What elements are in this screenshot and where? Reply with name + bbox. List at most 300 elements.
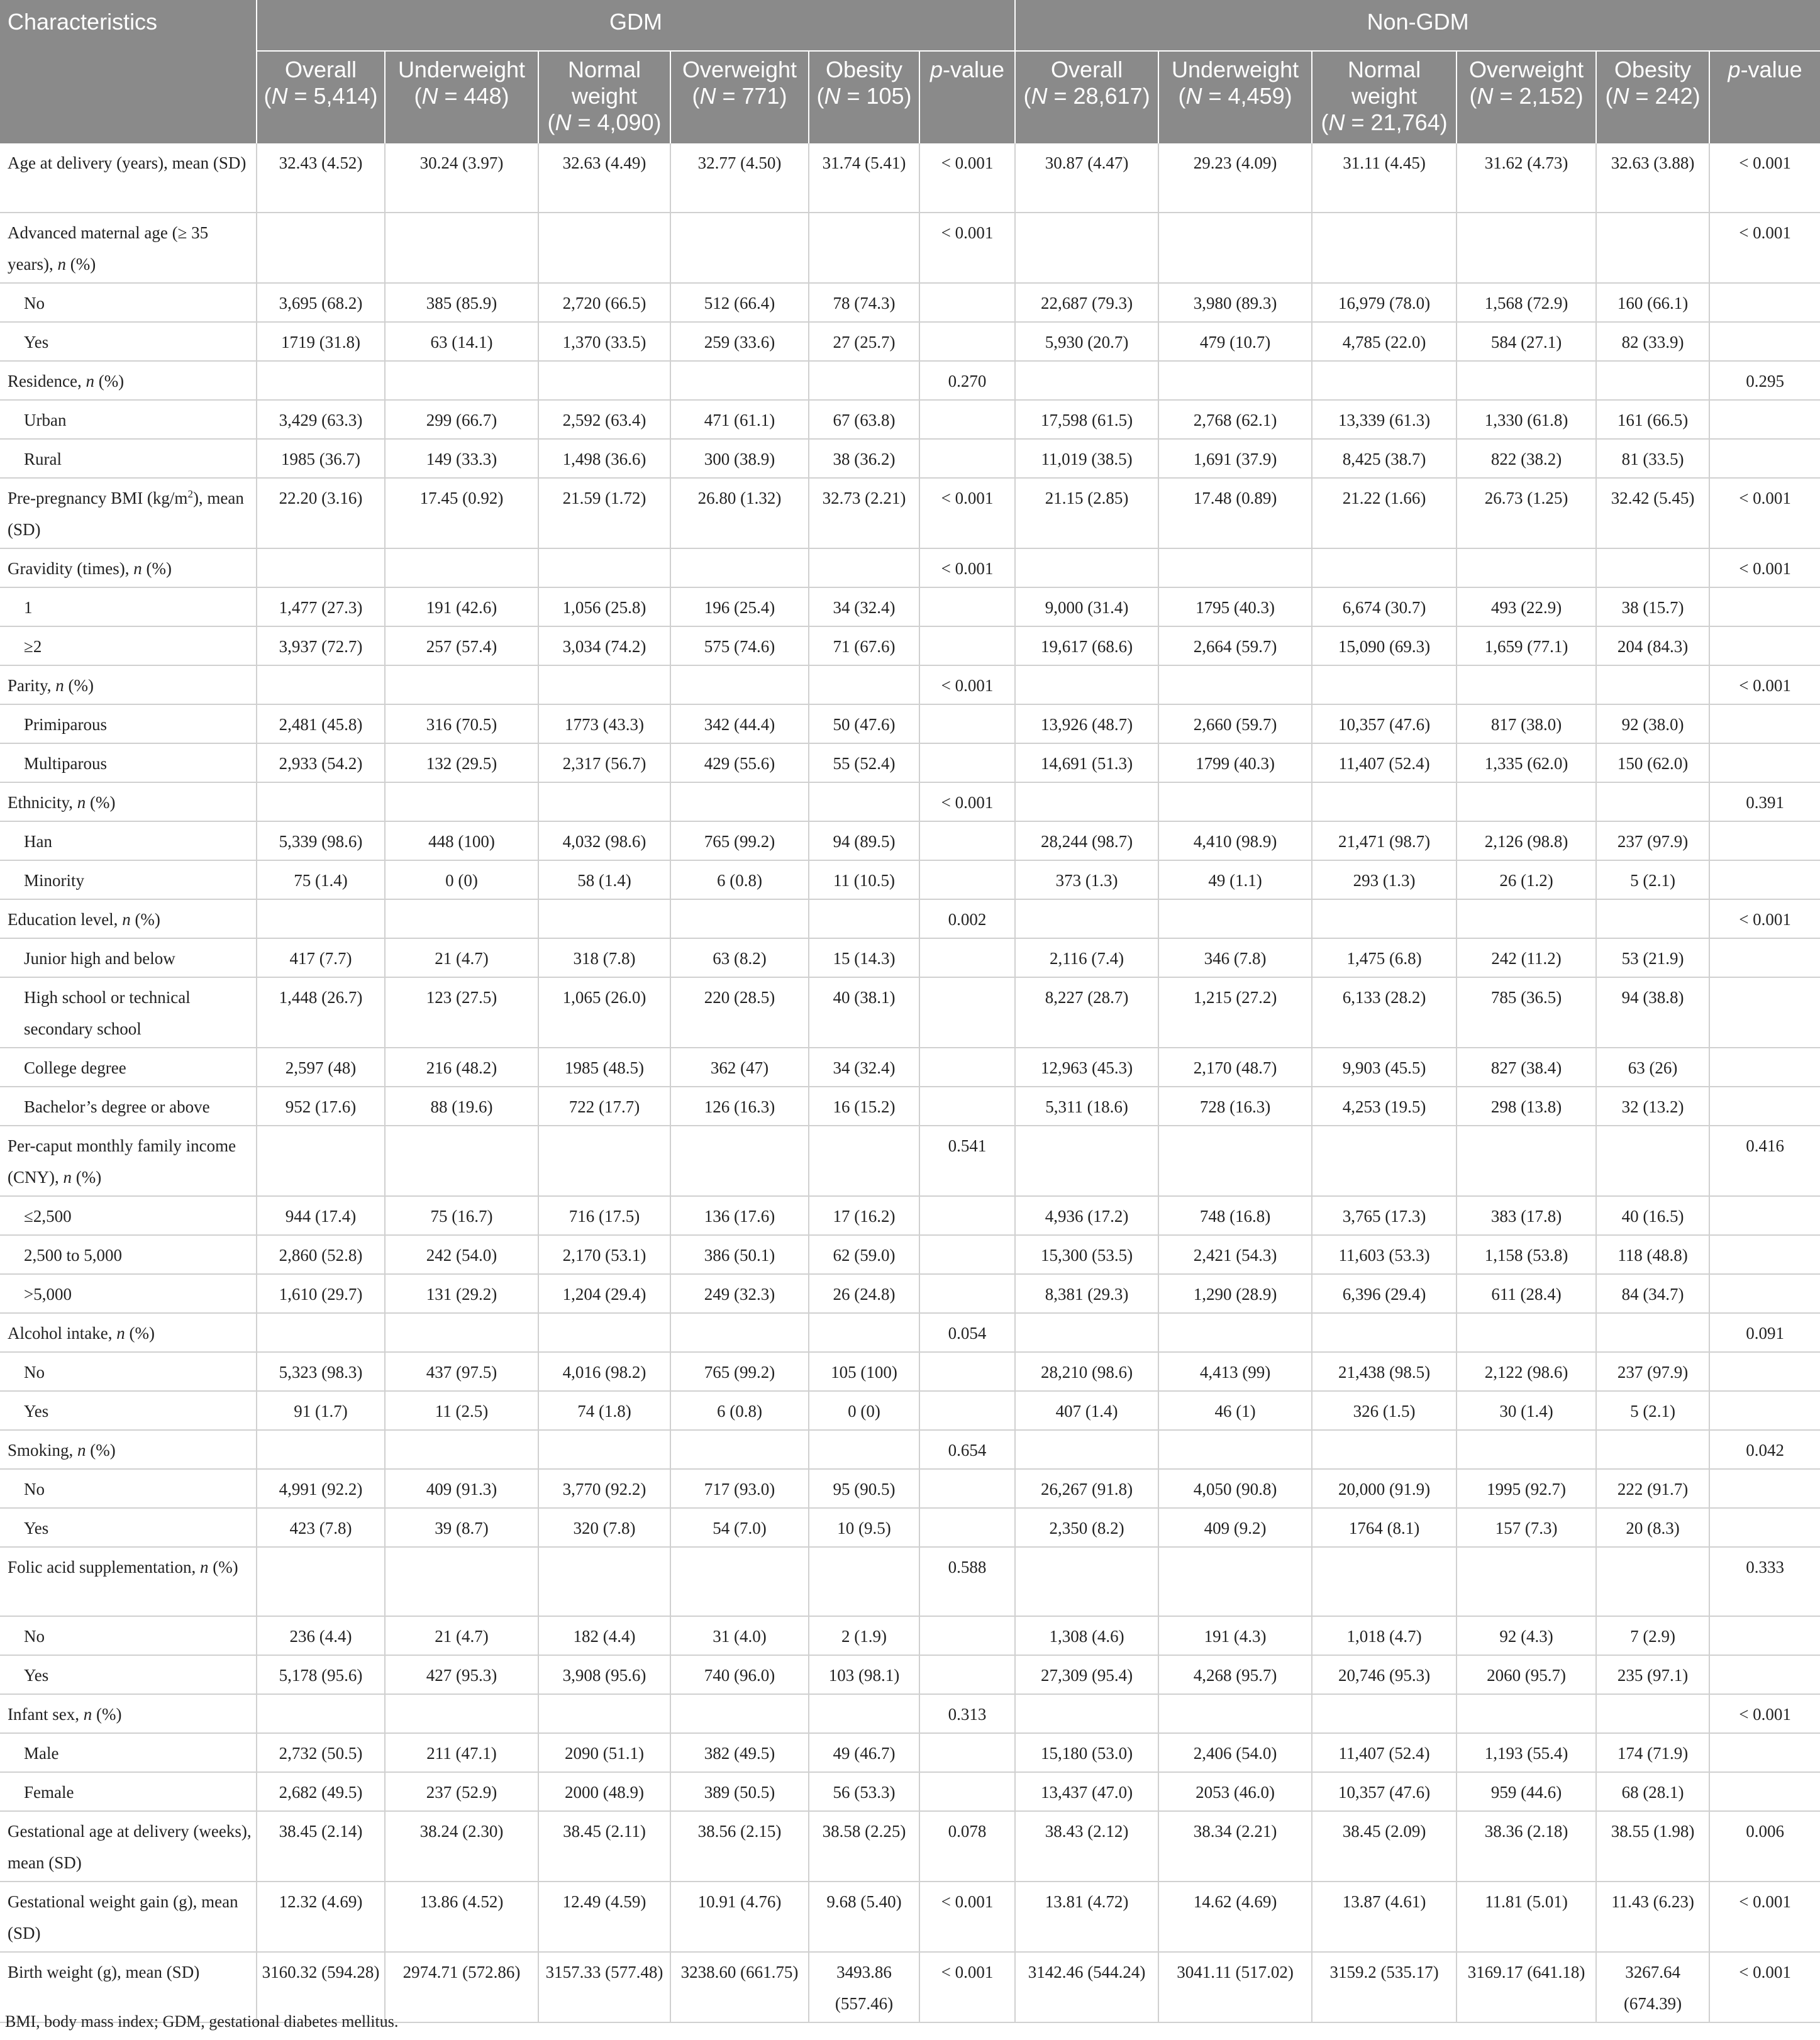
- group-header-non-gdm: Non-GDM: [1015, 0, 1820, 51]
- cell-value: 10,357 (47.6): [1312, 1772, 1457, 1811]
- cell-value: 293 (1.3): [1312, 860, 1457, 899]
- cell-value: 320 (7.8): [538, 1508, 670, 1547]
- cell-value: [1596, 782, 1709, 821]
- cell-value: [1596, 1313, 1709, 1352]
- cell-value: 2,481 (45.8): [257, 704, 385, 743]
- cell-value: 242 (11.2): [1457, 938, 1596, 977]
- col-name: Overall: [284, 57, 357, 82]
- row-label: Yes: [0, 1508, 257, 1547]
- cell-value: 46 (1): [1158, 1391, 1312, 1430]
- cell-value: < 0.001: [919, 1882, 1015, 1952]
- cell-value: 0.333: [1709, 1547, 1820, 1616]
- cell-value: 58 (1.4): [538, 860, 670, 899]
- cell-value: 211 (47.1): [385, 1733, 538, 1772]
- table-row: [0, 548, 1820, 587]
- cell-value: [1015, 1430, 1158, 1469]
- cell-value: 15,180 (53.0): [1015, 1733, 1158, 1772]
- cell-value: 8,381 (29.3): [1015, 1274, 1158, 1313]
- header-row-groups: [0, 0, 1820, 51]
- cell-value: 14,691 (51.3): [1015, 743, 1158, 782]
- cell-value: 3142.46 (544.24): [1015, 1952, 1158, 2022]
- cell-value: 822 (38.2): [1457, 439, 1596, 478]
- cell-value: < 0.001: [919, 478, 1015, 548]
- cell-value: 28,244 (98.7): [1015, 821, 1158, 860]
- cell-value: 196 (25.4): [670, 587, 809, 626]
- cell-value: [1709, 1274, 1820, 1313]
- table-row: [0, 1126, 1820, 1196]
- cell-value: [257, 899, 385, 938]
- cell-value: 2000 (48.9): [538, 1772, 670, 1811]
- cell-value: 74 (1.8): [538, 1391, 670, 1430]
- cell-value: [1709, 704, 1820, 743]
- col-count: (N = 105): [816, 83, 912, 109]
- cell-value: 32.43 (4.52): [257, 143, 385, 213]
- col-name: p-value: [929, 57, 1005, 82]
- cell-value: 31.11 (4.45): [1312, 143, 1457, 213]
- table-subrow: [0, 1655, 1820, 1694]
- cell-value: [1457, 665, 1596, 704]
- cell-value: 84 (34.7): [1596, 1274, 1709, 1313]
- cell-value: [385, 1694, 538, 1733]
- row-label: Female: [0, 1772, 257, 1811]
- cell-value: 16 (15.2): [809, 1087, 919, 1126]
- cell-value: 29.23 (4.09): [1158, 143, 1312, 213]
- cell-value: 1985 (36.7): [257, 439, 385, 478]
- table-row: [0, 1694, 1820, 1733]
- table-row: [0, 1547, 1820, 1616]
- row-label: No: [0, 1469, 257, 1508]
- cell-value: [670, 213, 809, 283]
- non-gdm-col-normal-weight: [1312, 51, 1457, 143]
- cell-value: 717 (93.0): [670, 1469, 809, 1508]
- cell-value: 409 (91.3): [385, 1469, 538, 1508]
- cell-value: [1312, 782, 1457, 821]
- row-label: >5,000: [0, 1274, 257, 1313]
- cell-value: [1312, 1430, 1457, 1469]
- cell-value: [809, 213, 919, 283]
- cell-value: 2,122 (98.6): [1457, 1352, 1596, 1391]
- cell-value: 236 (4.4): [257, 1616, 385, 1655]
- cell-value: 3,980 (89.3): [1158, 283, 1312, 322]
- cell-value: 1985 (48.5): [538, 1048, 670, 1087]
- cell-value: 0.078: [919, 1811, 1015, 1882]
- cell-value: [1158, 899, 1312, 938]
- cell-value: 2,170 (53.1): [538, 1235, 670, 1274]
- table-row: [0, 143, 1820, 213]
- row-label: Alcohol intake, n (%): [0, 1313, 257, 1352]
- cell-value: [1709, 283, 1820, 322]
- cell-value: [1457, 1126, 1596, 1196]
- cell-value: 132 (29.5): [385, 743, 538, 782]
- cell-value: 944 (17.4): [257, 1196, 385, 1235]
- row-label: Minority: [0, 860, 257, 899]
- cell-value: 385 (85.9): [385, 283, 538, 322]
- cell-value: 3,695 (68.2): [257, 283, 385, 322]
- cell-value: 92 (4.3): [1457, 1616, 1596, 1655]
- cell-value: [385, 1126, 538, 1196]
- cell-value: 1,691 (37.9): [1158, 439, 1312, 478]
- table-subrow: [0, 322, 1820, 361]
- row-label: Primiparous: [0, 704, 257, 743]
- cell-value: [809, 1126, 919, 1196]
- cell-value: 3169.17 (641.18): [1457, 1952, 1596, 2022]
- cell-value: [257, 1126, 385, 1196]
- cell-value: 584 (27.1): [1457, 322, 1596, 361]
- cell-value: 4,268 (95.7): [1158, 1655, 1312, 1694]
- cell-value: [809, 548, 919, 587]
- cell-value: [809, 1694, 919, 1733]
- cell-value: 63 (8.2): [670, 938, 809, 977]
- characteristics-header: Characteristics: [0, 0, 257, 143]
- col-count: (N = 4,090): [547, 109, 662, 135]
- cell-value: 2,421 (54.3): [1158, 1235, 1312, 1274]
- cell-value: [809, 1313, 919, 1352]
- cell-value: [809, 665, 919, 704]
- cell-value: < 0.001: [1709, 665, 1820, 704]
- gdm-col-normal-weight: [538, 51, 670, 143]
- cell-value: 2,682 (49.5): [257, 1772, 385, 1811]
- cell-value: 11 (2.5): [385, 1391, 538, 1430]
- cell-value: 81 (33.5): [1596, 439, 1709, 478]
- cell-value: 0.416: [1709, 1126, 1820, 1196]
- cell-value: [1709, 743, 1820, 782]
- cell-value: 4,936 (17.2): [1015, 1196, 1158, 1235]
- cell-value: 21 (4.7): [385, 1616, 538, 1655]
- row-label: Age at delivery (years), mean (SD): [0, 143, 257, 213]
- cell-value: 575 (74.6): [670, 626, 809, 665]
- cell-value: 123 (27.5): [385, 977, 538, 1048]
- cell-value: 5,323 (98.3): [257, 1352, 385, 1391]
- cell-value: [919, 821, 1015, 860]
- cell-value: 235 (97.1): [1596, 1655, 1709, 1694]
- cell-value: [1709, 1616, 1820, 1655]
- cell-value: 1,065 (26.0): [538, 977, 670, 1048]
- cell-value: [919, 439, 1015, 478]
- row-label: Residence, n (%): [0, 361, 257, 400]
- cell-value: [919, 1087, 1015, 1126]
- cell-value: 429 (55.6): [670, 743, 809, 782]
- cell-value: [919, 938, 1015, 977]
- cell-value: [1457, 361, 1596, 400]
- cell-value: [538, 1547, 670, 1616]
- row-label: Yes: [0, 322, 257, 361]
- cell-value: 13,926 (48.7): [1015, 704, 1158, 743]
- cell-value: [919, 704, 1015, 743]
- cell-value: [257, 213, 385, 283]
- row-label: Folic acid supplementation, n (%): [0, 1547, 257, 1616]
- cell-value: 2,660 (59.7): [1158, 704, 1312, 743]
- cell-value: 17,598 (61.5): [1015, 400, 1158, 439]
- cell-value: 204 (84.3): [1596, 626, 1709, 665]
- cell-value: [1457, 1547, 1596, 1616]
- cell-value: 38.36 (2.18): [1457, 1811, 1596, 1882]
- cell-value: 952 (17.6): [257, 1087, 385, 1126]
- cell-value: 740 (96.0): [670, 1655, 809, 1694]
- cell-value: 28,210 (98.6): [1015, 1352, 1158, 1391]
- cell-value: [919, 1733, 1015, 1772]
- cell-value: < 0.001: [1709, 899, 1820, 938]
- cell-value: 5,311 (18.6): [1015, 1087, 1158, 1126]
- table-subrow: [0, 283, 1820, 322]
- table-row: [0, 899, 1820, 938]
- cell-value: [1457, 782, 1596, 821]
- cell-value: 2090 (51.1): [538, 1733, 670, 1772]
- cell-value: 30 (1.4): [1457, 1391, 1596, 1430]
- cell-value: 149 (33.3): [385, 439, 538, 478]
- cell-value: [919, 400, 1015, 439]
- cell-value: [1457, 548, 1596, 587]
- cell-value: 2,597 (48): [257, 1048, 385, 1087]
- cell-value: [538, 1126, 670, 1196]
- cell-value: [1015, 1694, 1158, 1733]
- cell-value: 3,034 (74.2): [538, 626, 670, 665]
- table-subrow: [0, 1352, 1820, 1391]
- cell-value: 92 (38.0): [1596, 704, 1709, 743]
- cell-value: 131 (29.2): [385, 1274, 538, 1313]
- cell-value: 1,330 (61.8): [1457, 400, 1596, 439]
- cell-value: 722 (17.7): [538, 1087, 670, 1126]
- cell-value: [1596, 361, 1709, 400]
- cell-value: 40 (38.1): [809, 977, 919, 1048]
- cell-value: [1457, 1313, 1596, 1352]
- cell-value: 0.588: [919, 1547, 1015, 1616]
- cell-value: [1015, 548, 1158, 587]
- cell-value: 2 (1.9): [809, 1616, 919, 1655]
- cell-value: 437 (97.5): [385, 1352, 538, 1391]
- cell-value: 2,350 (8.2): [1015, 1508, 1158, 1547]
- cell-value: 63 (26): [1596, 1048, 1709, 1087]
- cell-value: 26.80 (1.32): [670, 478, 809, 548]
- cell-value: [1158, 1547, 1312, 1616]
- cell-value: 0.002: [919, 899, 1015, 938]
- table-subrow: [0, 1391, 1820, 1430]
- cell-value: [1709, 821, 1820, 860]
- cell-value: 2974.71 (572.86): [385, 1952, 538, 2022]
- cell-value: 4,253 (19.5): [1312, 1087, 1457, 1126]
- cell-value: 1,370 (33.5): [538, 322, 670, 361]
- table-subrow: [0, 1772, 1820, 1811]
- row-label: Birth weight (g), mean (SD): [0, 1952, 257, 2022]
- cell-value: 49 (46.7): [809, 1733, 919, 1772]
- cell-value: [670, 1313, 809, 1352]
- row-label: Parity, n (%): [0, 665, 257, 704]
- row-label: Male: [0, 1733, 257, 1772]
- cell-value: < 0.001: [1709, 478, 1820, 548]
- cell-value: 26.73 (1.25): [1457, 478, 1596, 548]
- cell-value: 78 (74.3): [809, 283, 919, 322]
- cell-value: 15 (14.3): [809, 938, 919, 977]
- non-gdm-col-overall: [1015, 51, 1158, 143]
- cell-value: 342 (44.4): [670, 704, 809, 743]
- cell-value: 298 (13.8): [1457, 1087, 1596, 1126]
- cell-value: [1596, 1430, 1709, 1469]
- cell-value: 959 (44.6): [1457, 1772, 1596, 1811]
- group-header-gdm: GDM: [257, 0, 1015, 51]
- cell-value: 1,056 (25.8): [538, 587, 670, 626]
- cell-value: < 0.001: [1709, 1694, 1820, 1733]
- cell-value: [1312, 1694, 1457, 1733]
- cell-value: 11 (10.5): [809, 860, 919, 899]
- cell-value: 0.054: [919, 1313, 1015, 1352]
- cell-value: [919, 1352, 1015, 1391]
- cell-value: 2,406 (54.0): [1158, 1733, 1312, 1772]
- cell-value: 8,227 (28.7): [1015, 977, 1158, 1048]
- cell-value: [670, 548, 809, 587]
- cell-value: [1312, 665, 1457, 704]
- cell-value: 53 (21.9): [1596, 938, 1709, 977]
- cell-value: 0.006: [1709, 1811, 1820, 1882]
- col-name: Normal weight: [1348, 57, 1421, 109]
- cell-value: [1709, 1352, 1820, 1391]
- cell-value: [919, 1048, 1015, 1087]
- cell-value: [257, 1313, 385, 1352]
- cell-value: 75 (16.7): [385, 1196, 538, 1235]
- cell-value: 389 (50.5): [670, 1772, 809, 1811]
- table-subrow: [0, 1048, 1820, 1087]
- cell-value: 56 (53.3): [809, 1772, 919, 1811]
- cell-value: [385, 548, 538, 587]
- col-count: (N = 28,617): [1023, 83, 1150, 109]
- cell-value: 31 (4.0): [670, 1616, 809, 1655]
- cell-value: 12.49 (4.59): [538, 1882, 670, 1952]
- cell-value: [1015, 361, 1158, 400]
- cell-value: [1709, 1087, 1820, 1126]
- cell-value: 21,438 (98.5): [1312, 1352, 1457, 1391]
- cell-value: [1312, 899, 1457, 938]
- cell-value: [385, 213, 538, 283]
- cell-value: [257, 1694, 385, 1733]
- cell-value: 6,396 (29.4): [1312, 1274, 1457, 1313]
- cell-value: 2,768 (62.1): [1158, 400, 1312, 439]
- cell-value: [1312, 1313, 1457, 1352]
- cell-value: 32.73 (2.21): [809, 478, 919, 548]
- row-label: Gestational weight gain (g), mean (SD): [0, 1882, 257, 1952]
- cell-value: [670, 1694, 809, 1733]
- cell-value: 0 (0): [385, 860, 538, 899]
- cell-value: 386 (50.1): [670, 1235, 809, 1274]
- cell-value: 1,475 (6.8): [1312, 938, 1457, 977]
- cell-value: [919, 1655, 1015, 1694]
- cell-value: [1158, 1430, 1312, 1469]
- col-count: (N = 448): [414, 83, 509, 109]
- cell-value: 3267.64 (674.39): [1596, 1952, 1709, 2022]
- cell-value: [1158, 213, 1312, 283]
- cell-value: [919, 860, 1015, 899]
- cell-value: 0.091: [1709, 1313, 1820, 1352]
- row-label: Infant sex, n (%): [0, 1694, 257, 1733]
- cell-value: < 0.001: [1709, 548, 1820, 587]
- cell-value: 0.541: [919, 1126, 1015, 1196]
- cell-value: 3493.86 (557.46): [809, 1952, 919, 2022]
- gdm-col-obesity: [809, 51, 919, 143]
- cell-value: 38 (15.7): [1596, 587, 1709, 626]
- table-row: [0, 1882, 1820, 1952]
- cell-value: [385, 1313, 538, 1352]
- cell-value: 62 (59.0): [809, 1235, 919, 1274]
- cell-value: 136 (17.6): [670, 1196, 809, 1235]
- cell-value: [1596, 1547, 1709, 1616]
- cell-value: 32.63 (3.88): [1596, 143, 1709, 213]
- cell-value: [1015, 782, 1158, 821]
- row-label: ≥2: [0, 626, 257, 665]
- cell-value: 237 (52.9): [385, 1772, 538, 1811]
- cell-value: 817 (38.0): [1457, 704, 1596, 743]
- cell-value: 7 (2.9): [1596, 1616, 1709, 1655]
- cell-value: 8,425 (38.7): [1312, 439, 1457, 478]
- cell-value: [919, 977, 1015, 1048]
- cell-value: 95 (90.5): [809, 1469, 919, 1508]
- cell-value: [919, 1196, 1015, 1235]
- cell-value: 94 (38.8): [1596, 977, 1709, 1048]
- col-count: (N = 2,152): [1469, 83, 1584, 109]
- col-name: Overweight: [1469, 57, 1584, 82]
- cell-value: 17 (16.2): [809, 1196, 919, 1235]
- cell-value: [670, 1430, 809, 1469]
- cell-value: 94 (89.5): [809, 821, 919, 860]
- cell-value: 3,908 (95.6): [538, 1655, 670, 1694]
- cell-value: 407 (1.4): [1015, 1391, 1158, 1430]
- cell-value: 22.20 (3.16): [257, 478, 385, 548]
- cell-value: [1709, 322, 1820, 361]
- table-subrow: [0, 1235, 1820, 1274]
- cell-value: 21.59 (1.72): [538, 478, 670, 548]
- cell-value: 88 (19.6): [385, 1087, 538, 1126]
- cell-value: 216 (48.2): [385, 1048, 538, 1087]
- cell-value: 20 (8.3): [1596, 1508, 1709, 1547]
- cell-value: 160 (66.1): [1596, 283, 1709, 322]
- cell-value: 362 (47): [670, 1048, 809, 1087]
- cell-value: 0.313: [919, 1694, 1015, 1733]
- cell-value: 3,937 (72.7): [257, 626, 385, 665]
- cell-value: 11,019 (38.5): [1015, 439, 1158, 478]
- cell-value: 2,664 (59.7): [1158, 626, 1312, 665]
- cell-value: 1,335 (62.0): [1457, 743, 1596, 782]
- cell-value: 27 (25.7): [809, 322, 919, 361]
- cell-value: 5 (2.1): [1596, 1391, 1709, 1430]
- table-subrow: [0, 743, 1820, 782]
- cell-value: 383 (17.8): [1457, 1196, 1596, 1235]
- cell-value: 6,133 (28.2): [1312, 977, 1457, 1048]
- cell-value: [538, 548, 670, 587]
- row-label: No: [0, 1616, 257, 1655]
- cell-value: < 0.001: [1709, 1882, 1820, 1952]
- cell-value: 765 (99.2): [670, 821, 809, 860]
- cell-value: 9,000 (31.4): [1015, 587, 1158, 626]
- cell-value: [919, 626, 1015, 665]
- cell-value: 157 (7.3): [1457, 1508, 1596, 1547]
- cell-value: 16,979 (78.0): [1312, 283, 1457, 322]
- gdm-col-underweight: [385, 51, 538, 143]
- cell-value: 2,860 (52.8): [257, 1235, 385, 1274]
- cell-value: 11,603 (53.3): [1312, 1235, 1457, 1274]
- cell-value: [538, 782, 670, 821]
- cell-value: 67 (63.8): [809, 400, 919, 439]
- cell-value: [1596, 665, 1709, 704]
- cell-value: 0 (0): [809, 1391, 919, 1430]
- non-gdm-col-obesity: [1596, 51, 1709, 143]
- cell-value: 27,309 (95.4): [1015, 1655, 1158, 1694]
- cell-value: 0.391: [1709, 782, 1820, 821]
- cell-value: [257, 361, 385, 400]
- cell-value: 1,448 (26.7): [257, 977, 385, 1048]
- cell-value: [538, 361, 670, 400]
- row-label: No: [0, 283, 257, 322]
- cell-value: 38.43 (2.12): [1015, 1811, 1158, 1882]
- row-label: Urban: [0, 400, 257, 439]
- cell-value: [1596, 1694, 1709, 1733]
- cell-value: 5,178 (95.6): [257, 1655, 385, 1694]
- cell-value: 2,126 (98.8): [1457, 821, 1596, 860]
